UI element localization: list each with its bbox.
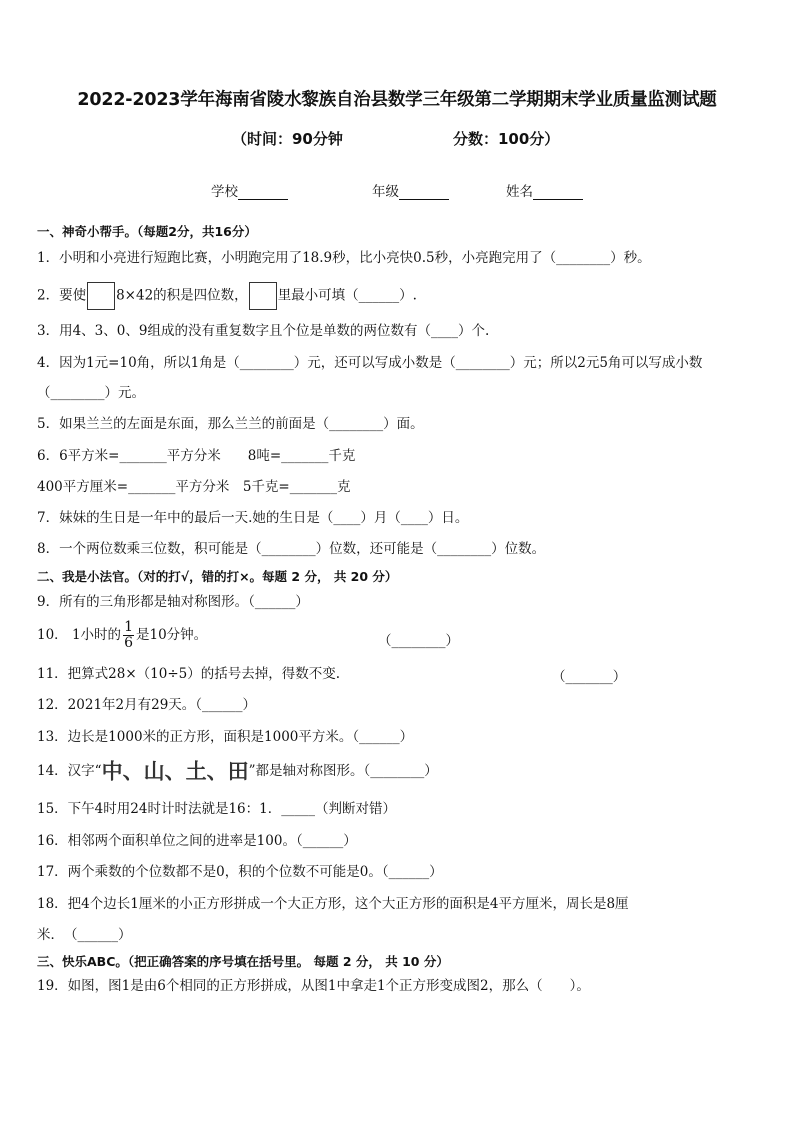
q10-text-a: 10． 1小时的: [37, 627, 122, 643]
grade-label: 年级: [372, 184, 399, 200]
name-blank: [533, 185, 583, 200]
q10-numerator: 1: [124, 619, 133, 635]
question-9: 9．所有的三角形都是轴对称图形。（______）: [37, 594, 309, 610]
question-19: 19．如图，图1是由6个相同的正方形拼成，从图1中拿走1个正方形变成图2，那么（ ）。: [37, 978, 590, 994]
q2-blank-box-2: [249, 282, 277, 310]
question-6-line-1: 6．6平方米=_______平方分米 8吨=_______千克: [37, 448, 356, 464]
q2-blank-box-1: [87, 282, 115, 310]
q2-text-b: 8×42的积是四位数，: [116, 287, 248, 304]
section-1-heading: 一、神奇小帮手。（每题2分，共16分）: [37, 224, 257, 239]
grade-field: [372, 180, 449, 200]
question-3: 3．用4、3、0、9组成的没有重复数字且个位是单数的两位数有（____）个.: [37, 323, 490, 339]
question-14: [37, 759, 438, 784]
school-field: [211, 180, 288, 200]
question-18-line-1: 18．把4个边长1厘米的小正方形拼成一个大正方形，这个大正方形的面积是4平方厘米，周长是8厘: [37, 896, 629, 912]
question-4-line-2: （________）元。: [37, 385, 145, 401]
grade-blank: [399, 185, 449, 200]
exam-title: 2022-2023学年海南省陵水黎族自治县数学三年级第二学期期末学业质量监测试题: [77, 90, 717, 110]
question-13: 13．边长是1000米的正方形，面积是1000平方米。（______）: [37, 729, 414, 745]
exam-time: （时间：90分钟: [232, 130, 343, 148]
q2-text-c: 里最小可填（______）.: [277, 287, 417, 304]
question-4-line-1: 4．因为1元=10角，所以1角是（________）元，还可以写成小数是（________）元；所以2元5角可以写成小数: [37, 355, 703, 371]
question-8: 8．一个两位数乘三位数，积可能是（________）位数，还可能是（________）位数。: [37, 541, 546, 557]
question-18-line-2: 米． （______）: [37, 927, 132, 943]
q14-characters: 中、山、土、田: [101, 759, 249, 784]
question-11: 11．把算式28×（10÷5）的括号去掉，得数不变.: [37, 666, 341, 682]
school-label: 学校: [211, 184, 238, 200]
section-3-heading: 三、快乐ABC。（把正确答案的序号填在括号里。 每题 2 分， 共 10 分）: [37, 954, 449, 969]
question-1: 1．小明和小亮进行短跑比赛，小明跑完用了18.9秒，比小亮快0.5秒，小亮跑完用了（________）秒。: [37, 250, 651, 266]
q10-text-b: 是10分钟。: [135, 627, 208, 643]
school-blank: [238, 185, 288, 200]
question-12: 12．2021年2月有29天。（______）: [37, 697, 257, 713]
q14-text-b: ”都是轴对称图形。（________）: [248, 763, 438, 779]
q2-text-a: 2．要使: [37, 287, 87, 304]
question-7: 7．妹妹的生日是一年中的最后一天.她的生日是（____）月（____）日。: [37, 510, 469, 526]
name-label: 姓名: [506, 184, 533, 200]
section-2-heading: 二、我是小法官。（对的打√，错的打×。每题 2 分， 共 20 分）: [37, 569, 398, 584]
q10-answer-blank: （________）: [378, 633, 459, 649]
q11-answer-blank: （_______）: [552, 669, 627, 685]
name-field: [506, 180, 583, 200]
question-6-line-2: 400平方厘米=_______平方分米 5千克=_______克: [37, 479, 351, 495]
q14-text-a: 14．汉字“: [37, 763, 102, 779]
question-2: [37, 282, 417, 310]
question-5: 5．如果兰兰的左面是东面，那么兰兰的前面是（________）面。: [37, 416, 424, 432]
exam-score: 分数：100分）: [453, 130, 560, 148]
question-10: [37, 620, 207, 651]
q10-denominator: 6: [124, 635, 133, 651]
question-16: 16．相邻两个面积单位之间的进率是100。（______）: [37, 833, 357, 849]
question-15: 15．下午4时用24时计时法就是16：1．_____（判断对错）: [37, 801, 396, 817]
question-17: 17．两个乘数的个位数都不是0，积的个位数不可能是0。（______）: [37, 864, 443, 880]
q10-fraction: [123, 620, 134, 651]
